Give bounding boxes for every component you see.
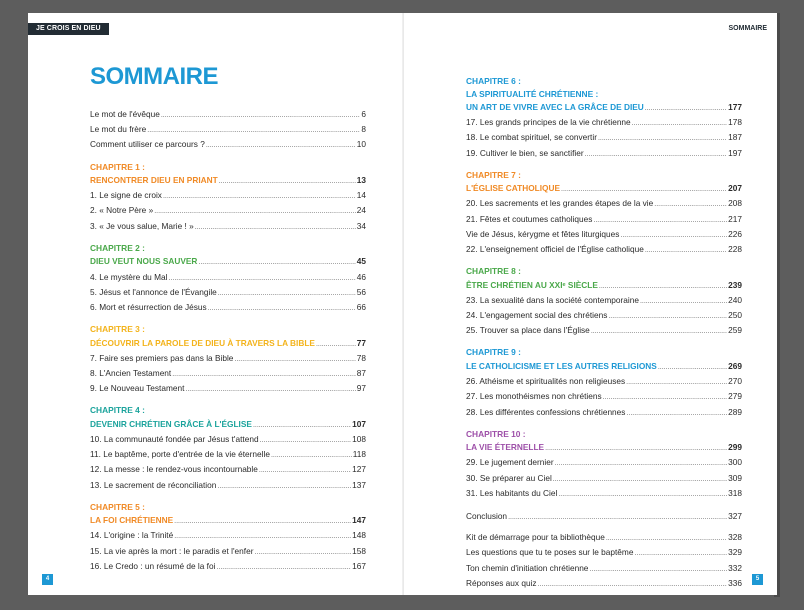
toc-entry	[466, 146, 742, 161]
chapter-4-title	[90, 417, 366, 432]
toc-entry-page: 327	[728, 510, 742, 521]
dot-leader	[316, 337, 356, 352]
chapter-1-title	[90, 173, 366, 188]
toc-entry-label: Réponses aux quiz	[466, 577, 537, 588]
toc-entry-label: 23. La sexualité dans la société contemporaine	[466, 294, 639, 305]
chapter-5-heading: CHAPITRE 5 :	[90, 501, 145, 512]
dot-leader	[561, 182, 727, 197]
toc-entry	[466, 227, 742, 242]
chapter-4-heading: CHAPITRE 4 :	[90, 405, 145, 416]
toc-entry	[466, 212, 742, 227]
chapter-3-title-label: DÉCOUVRIR LA PAROLE DE DIEU À TRAVERS LA BIBLE	[90, 337, 315, 348]
chapter-2-heading: CHAPITRE 2 :	[90, 242, 145, 253]
toc-entry-page: 259	[728, 325, 742, 336]
dot-leader	[585, 147, 728, 162]
toc-entry-page: 197	[728, 147, 742, 158]
dot-leader	[219, 174, 356, 189]
toc-entry-page: 127	[352, 464, 366, 475]
chapter-8-heading: CHAPITRE 8 :	[466, 266, 521, 277]
toc-entry-label: 25. Trouver sa place dans l'Église	[466, 325, 590, 336]
chapter-3-title-page: 77	[356, 337, 366, 348]
toc-entry-label: 24. L'engagement social des chrétiens	[466, 310, 608, 321]
toc-entry-page: 8	[361, 124, 366, 135]
chapter-6-title	[466, 100, 742, 115]
dot-leader	[603, 390, 728, 405]
toc-entry-label: 15. La vie après la mort : le paradis et l'enfer	[90, 545, 254, 556]
toc-entry	[90, 219, 366, 234]
chapter-10-title-label: LA VIE ÉTERNELLE	[466, 442, 545, 453]
dot-leader	[161, 108, 361, 123]
toc-entry	[466, 130, 742, 145]
chapter-4-title-label: DEVENIR CHRÉTIEN GRÂCE À L'ÉGLISE	[90, 418, 252, 429]
toc-entry-label: 21. Fêtes et coutumes catholiques	[466, 213, 593, 224]
chapter-6-title-label: UN ART DE VIVRE AVEC LA GRÂCE DE DIEU	[466, 102, 644, 112]
chapter-6-title-line1: LA SPIRITUALITÉ CHRÉTIENNE :	[466, 88, 599, 99]
toc-entry-label: 29. Le jugement dernier	[466, 457, 554, 468]
chapter-1-title-page: 13	[356, 175, 366, 186]
toc-entry-label: 19. Cultiver le bien, se sanctifier	[466, 147, 584, 158]
toc-entry-label: 13. Le sacrement de réconciliation	[90, 479, 217, 490]
dot-leader	[608, 309, 727, 324]
toc-entry	[466, 115, 742, 130]
dot-leader	[658, 360, 727, 375]
chapter-3-heading: CHAPITRE 3 :	[90, 324, 145, 335]
toc-entry-label: Le mot de l'évêque	[90, 109, 160, 119]
chapter-7-heading: CHAPITRE 7 :	[466, 169, 521, 180]
toc-entry-label: 1. Le signe de croix	[90, 190, 162, 201]
chapter-9-title-page: 269	[728, 360, 742, 371]
toc-entry-page: 208	[728, 198, 742, 209]
toc-entry-label: 8. L'Ancien Testament	[90, 367, 172, 378]
toc-entry	[90, 366, 366, 381]
chapter-8-title-page: 239	[728, 279, 742, 290]
header-left-tag: JE CROIS EN DIEU	[28, 23, 109, 35]
toc-entry-page: 78	[356, 352, 366, 363]
toc-entry	[466, 561, 742, 576]
toc-entry	[466, 405, 742, 420]
toc-entry-label: Comment utiliser ce parcours ?	[90, 139, 205, 150]
toc-entry-page: 87	[356, 367, 366, 378]
toc-entry	[466, 576, 742, 591]
toc-entry-label: 16. Le Credo : un résumé de la foi	[90, 560, 216, 571]
page-title: SOMMAIRE	[90, 63, 218, 90]
toc-entry	[90, 300, 366, 315]
page-number-left: 4	[42, 574, 53, 585]
toc-entry-page: 187	[728, 132, 742, 143]
chapter-2-title-label: DIEU VEUT NOUS SAUVER	[90, 256, 198, 267]
toc-column-right	[466, 75, 742, 591]
toc-entry	[90, 137, 366, 152]
dot-leader	[606, 531, 727, 546]
toc-entry-page: 158	[352, 545, 366, 556]
toc-entry-page: 6	[361, 109, 366, 119]
chapter-1-heading: CHAPITRE 1 :	[90, 161, 145, 172]
chapter-10-title	[466, 440, 742, 455]
toc-entry	[90, 107, 366, 122]
dot-leader	[558, 487, 727, 502]
toc-entry	[466, 471, 742, 486]
toc-entry-label: 17. Les grands principes de la vie chrétienne	[466, 117, 631, 128]
toc-entry-label: Le mot du frère	[90, 124, 147, 135]
toc-entry-page: 14	[356, 190, 366, 201]
toc-entry	[90, 381, 366, 396]
chapter-7-title	[466, 181, 742, 196]
toc-entry-label: 28. Les différentes confessions chrétiennes	[466, 406, 626, 417]
dot-leader	[654, 197, 727, 212]
toc-entry-page: 332	[728, 562, 742, 573]
toc-entry-label: 27. Les monothéismes non chrétiens	[466, 391, 602, 402]
toc-entry-page: 250	[728, 310, 742, 321]
dot-leader	[645, 101, 727, 116]
toc-entry	[90, 188, 366, 203]
toc-entry-label: 6. Mort et résurrection de Jésus	[90, 301, 207, 312]
toc-entry-label: 31. Les habitants du Ciel	[466, 487, 558, 498]
toc-entry-page: 24	[356, 205, 366, 216]
book-fold	[402, 13, 404, 595]
chapter-7-title-page: 207	[728, 183, 742, 194]
page-number-right: 5	[752, 574, 763, 585]
toc-entry	[90, 544, 366, 559]
toc-entry-page: 10	[356, 139, 366, 150]
dot-leader	[620, 228, 727, 243]
dot-leader	[271, 448, 352, 463]
toc-entry-page: 228	[728, 244, 742, 254]
chapter-10-heading: CHAPITRE 10 :	[466, 428, 526, 439]
dot-leader	[216, 560, 351, 575]
dot-leader	[538, 577, 728, 592]
chapter-6-title-page: 177	[728, 102, 742, 112]
toc-entry	[90, 432, 366, 447]
toc-entry	[90, 203, 366, 218]
toc-entry	[90, 528, 366, 543]
dot-leader	[185, 382, 355, 397]
dot-leader	[640, 294, 727, 309]
toc-entry	[90, 447, 366, 462]
toc-entry-page: 56	[356, 286, 366, 297]
toc-entry-label: 10. La communauté fondée par Jésus t'attend	[90, 434, 259, 444]
toc-entry-page: 336	[728, 577, 742, 588]
toc-entry-label: 3. « Je vous salue, Marie ! »	[90, 220, 194, 231]
chapter-9-title	[466, 359, 742, 374]
chapter-5-title-label: LA FOI CHRÉTIENNE	[90, 515, 174, 526]
dot-leader	[545, 441, 727, 456]
toc-entry	[466, 323, 742, 338]
toc-entry-label: 9. Le Nouveau Testament	[90, 383, 185, 394]
toc-entry-label: 12. La messe : le rendez-vous incontournable	[90, 464, 258, 475]
toc-entry-page: 137	[352, 479, 366, 490]
dot-leader	[553, 472, 727, 487]
chapter-1-title-label: RENCONTRER DIEU EN PRIANT	[90, 175, 218, 186]
toc-entry	[466, 196, 742, 211]
dot-leader	[198, 255, 355, 270]
toc-entry-label: 18. Le combat spirituel, se convertir	[466, 132, 597, 143]
chapter-3-title	[90, 336, 366, 351]
dot-leader	[163, 189, 356, 204]
toc-entry	[466, 293, 742, 308]
header-right-tag: SOMMAIRE	[728, 25, 767, 32]
dot-leader	[508, 510, 727, 525]
toc-entry-label: Conclusion	[466, 510, 508, 521]
chapter-9-title-label: LE CATHOLICISME ET LES AUTRES RELIGIONS	[466, 360, 657, 371]
toc-column-left	[90, 107, 366, 574]
toc-entry-page: 46	[356, 271, 366, 282]
dot-leader	[260, 433, 352, 448]
dot-leader	[217, 479, 351, 494]
chapter-9-heading: CHAPITRE 9 :	[466, 347, 521, 358]
chapter-4-title-page: 107	[352, 418, 366, 429]
toc-entry	[466, 486, 742, 501]
chapter-10-title-page: 299	[728, 442, 742, 453]
toc-entry-page: 34	[356, 220, 366, 231]
toc-entry-page: 279	[728, 391, 742, 402]
chapter-6-heading: CHAPITRE 6 :	[466, 76, 521, 86]
dot-leader	[589, 562, 727, 577]
toc-entry	[466, 530, 742, 545]
toc-entry	[90, 559, 366, 574]
dot-leader	[154, 204, 356, 219]
toc-entry	[466, 389, 742, 404]
toc-entry-page: 226	[728, 228, 742, 239]
toc-entry-page: 118	[352, 449, 366, 460]
dot-leader	[555, 456, 728, 471]
toc-entry-page: 97	[356, 383, 366, 394]
toc-entry-label: 11. Le baptême, porte d'entrée de la vie éternelle	[90, 449, 270, 460]
dot-leader	[591, 324, 727, 339]
dot-leader	[168, 271, 355, 286]
toc-entry-label: 5. Jésus et l'annonce de l'Évangile	[90, 286, 217, 297]
toc-entry-page: 300	[728, 457, 742, 468]
toc-entry-page: 240	[728, 294, 742, 305]
toc-entry-page: 270	[728, 376, 742, 387]
toc-entry-page: 318	[728, 487, 742, 498]
dot-leader	[208, 301, 356, 316]
dot-leader	[206, 138, 356, 153]
toc-entry	[466, 242, 742, 257]
toc-entry-label: 7. Faire ses premiers pas dans la Bible	[90, 352, 234, 363]
toc-entry-label: 14. L'origine : la Trinité	[90, 530, 174, 541]
dot-leader	[599, 279, 727, 294]
dot-leader	[626, 375, 727, 390]
dot-leader	[645, 243, 727, 258]
toc-entry	[90, 270, 366, 285]
toc-entry-page: 289	[728, 406, 742, 417]
toc-entry-label: 20. Les sacrements et les grandes étapes de la vie	[466, 198, 654, 209]
toc-entry	[90, 285, 366, 300]
toc-entry-page: 66	[356, 301, 366, 312]
toc-entry	[90, 462, 366, 477]
toc-entry-page: 167	[352, 560, 366, 571]
toc-entry-page: 328	[728, 532, 742, 543]
toc-entry-page: 108	[352, 434, 366, 444]
toc-entry-label: Les questions que tu te poses sur le baptême	[466, 547, 634, 558]
dot-leader	[195, 220, 356, 235]
chapter-2-title	[90, 254, 366, 269]
toc-entry	[466, 545, 742, 560]
toc-entry-label: Kit de démarrage pour ta bibliothèque	[466, 532, 605, 543]
chapter-5-title-page: 147	[352, 515, 366, 526]
toc-entry-label: Vie de Jésus, kérygme et fêtes liturgiques	[466, 228, 620, 239]
dot-leader	[253, 418, 351, 433]
toc-entry-label: 26. Athéisme et spiritualités non religieuses	[466, 376, 626, 387]
toc-entry	[466, 509, 742, 524]
dot-leader	[632, 116, 727, 131]
dot-leader	[593, 213, 727, 228]
toc-entry-page: 329	[728, 547, 742, 558]
dot-leader	[634, 546, 727, 561]
dot-leader	[147, 123, 360, 138]
chapter-8-title-label: ÊTRE CHRÉTIEN AU XXIᵉ SIÈCLE	[466, 279, 598, 290]
toc-entry	[466, 308, 742, 323]
toc-entry	[466, 455, 742, 470]
toc-entry-page: 178	[728, 117, 742, 128]
dot-leader	[598, 131, 727, 146]
toc-entry-label: 2. « Notre Père »	[90, 205, 154, 216]
toc-entry	[90, 122, 366, 137]
toc-entry-label: 4. Le mystère du Mal	[90, 271, 168, 282]
dot-leader	[234, 352, 355, 367]
toc-entry-label: 22. L'enseignement officiel de l'Église catholique	[466, 244, 644, 254]
toc-entry-page: 217	[728, 213, 742, 224]
toc-entry-page: 309	[728, 472, 742, 483]
dot-leader	[218, 286, 356, 301]
chapter-7-title-label: L'ÉGLISE CATHOLIQUE	[466, 183, 561, 194]
toc-entry	[90, 478, 366, 493]
dot-leader	[626, 406, 727, 421]
dot-leader	[254, 545, 351, 560]
dot-leader	[172, 367, 356, 382]
chapter-2-title-page: 45	[356, 256, 366, 267]
toc-entry-label: 30. Se préparer au Ciel	[466, 472, 552, 483]
book-spread	[28, 13, 777, 595]
dot-leader	[174, 514, 351, 529]
dot-leader	[174, 529, 351, 544]
dot-leader	[259, 463, 351, 478]
toc-entry	[90, 351, 366, 366]
chapter-8-title	[466, 278, 742, 293]
toc-entry-page: 148	[352, 530, 366, 541]
chapter-5-title	[90, 513, 366, 528]
toc-entry	[466, 374, 742, 389]
toc-entry-label: Ton chemin d'initiation chrétienne	[466, 562, 589, 573]
